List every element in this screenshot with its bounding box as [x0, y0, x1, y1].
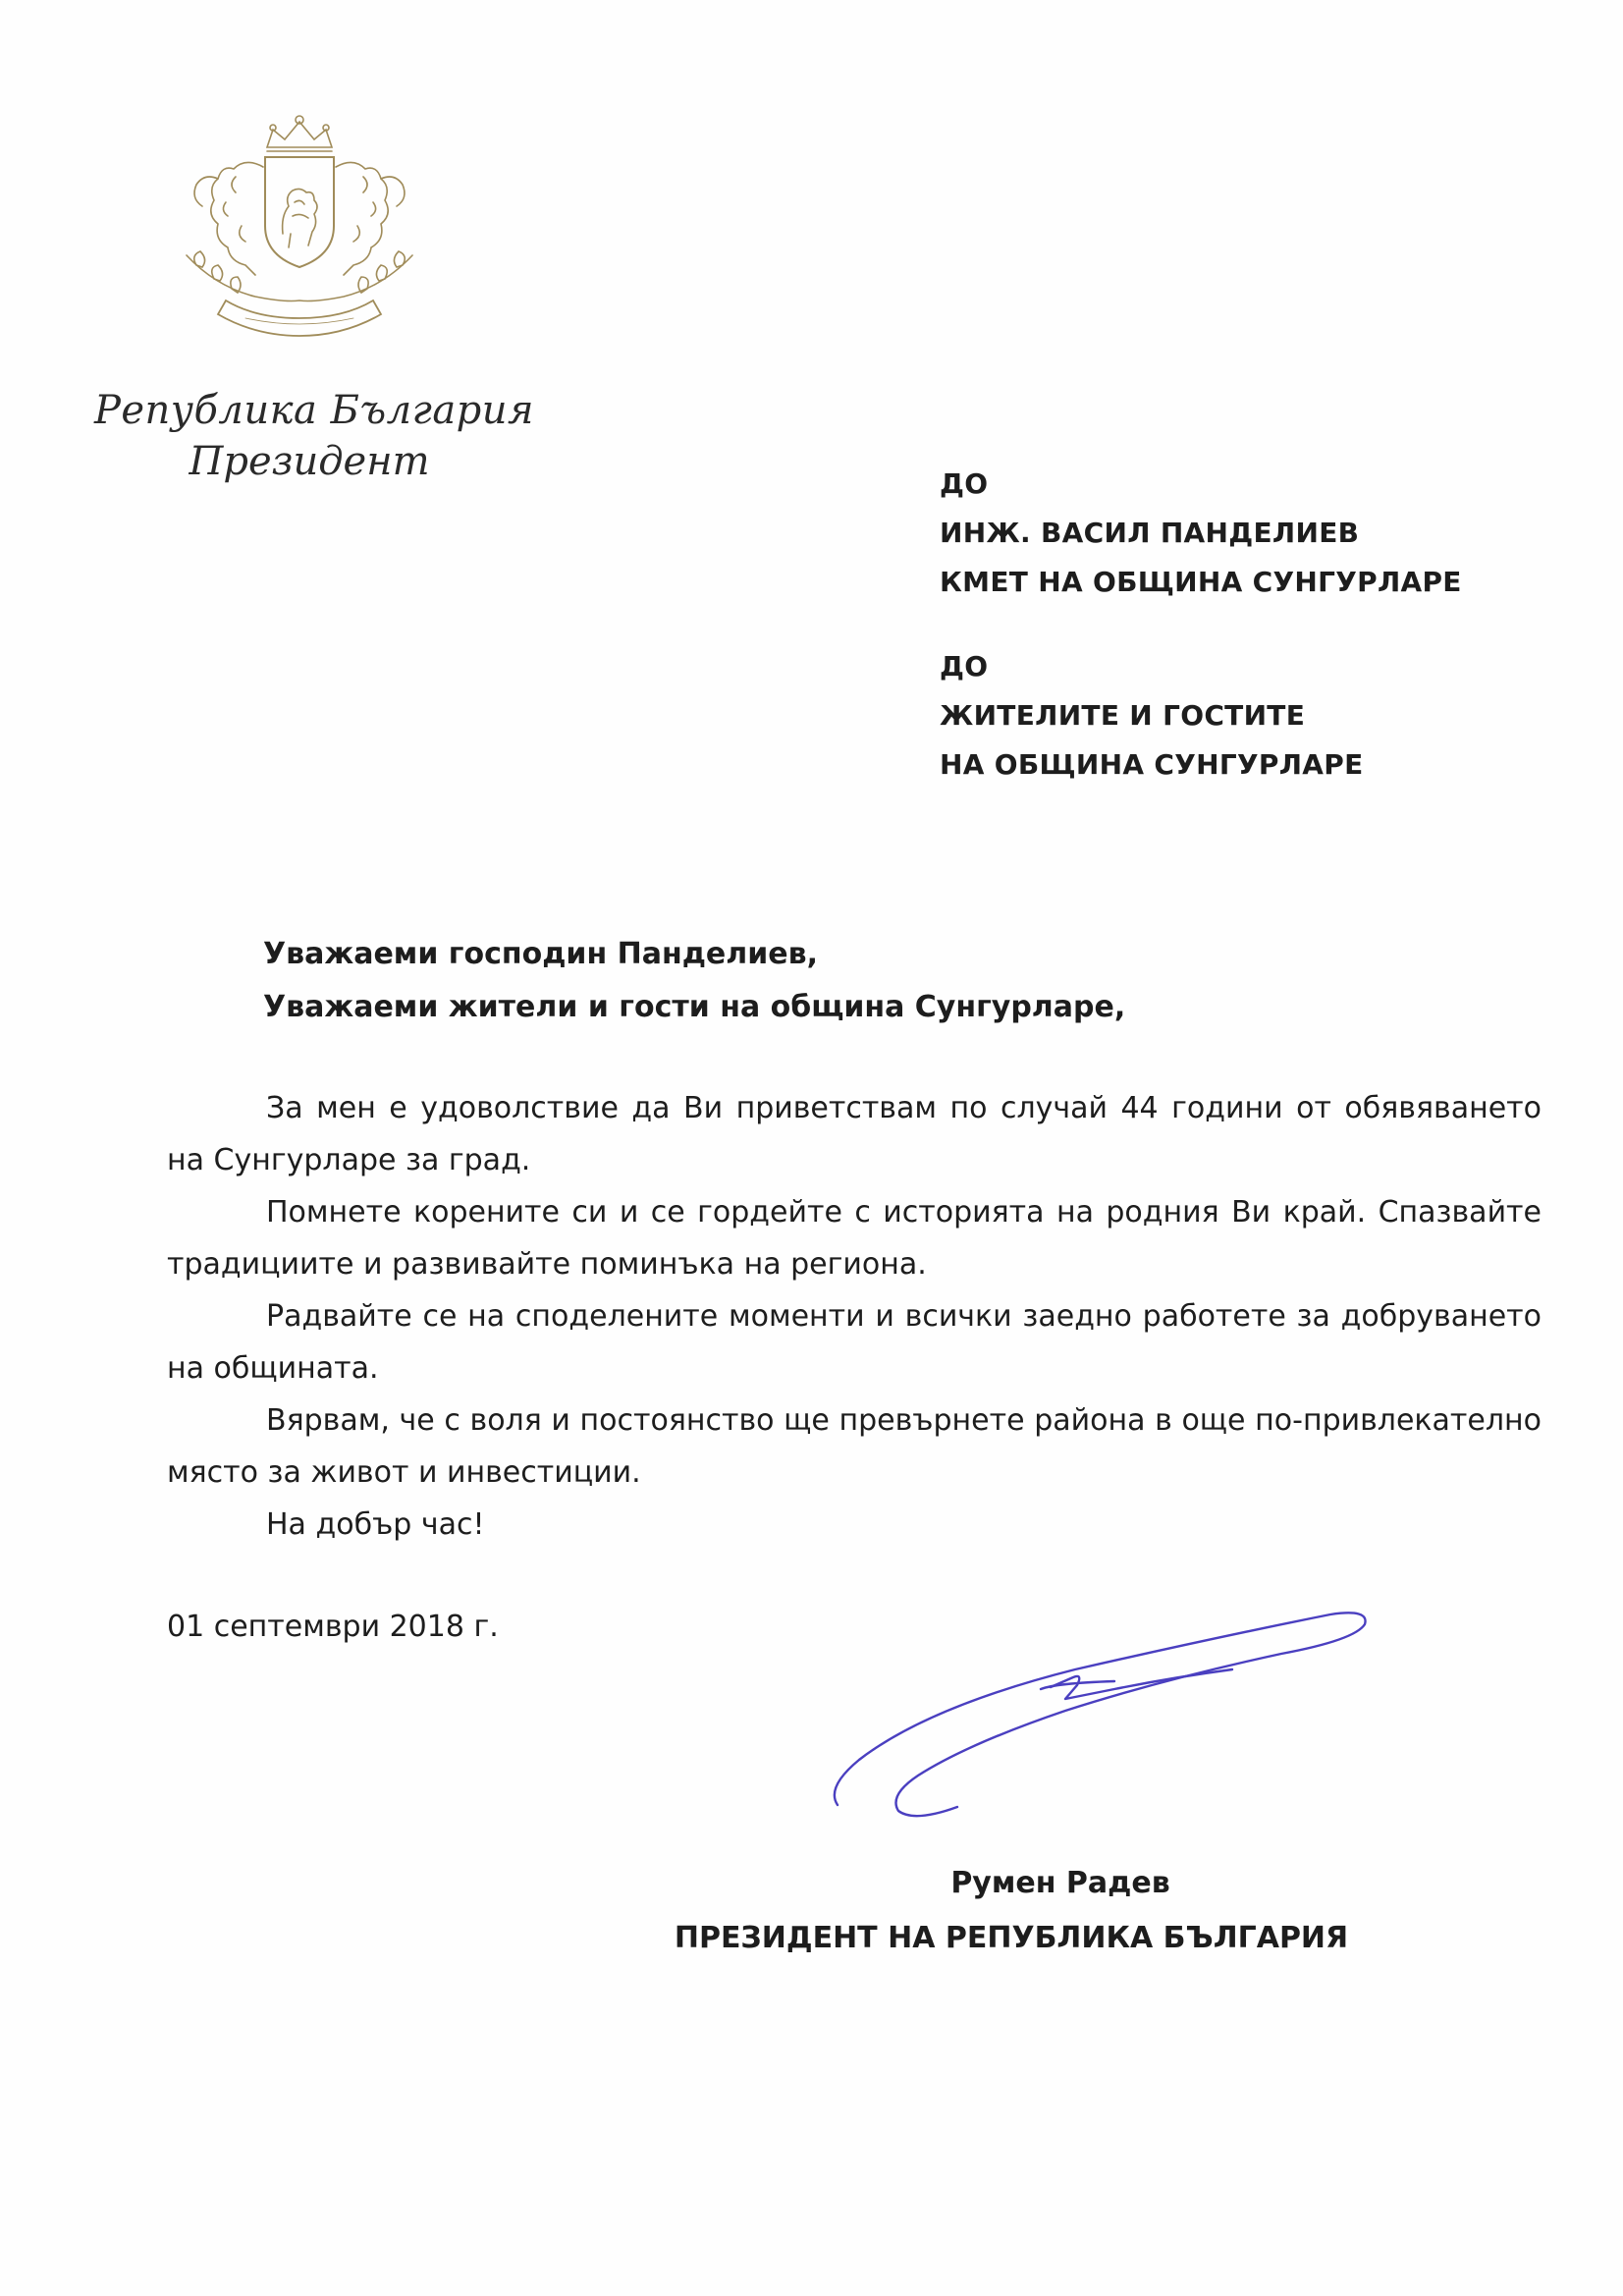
body-paragraph: На добър час!: [266, 1507, 485, 1542]
addressee-line: НА ОБЩИНА СУНГУРЛАРЕ: [940, 748, 1364, 781]
body-paragraph: За мен е удоволствие да Ви приветствам по случай 44 години от обявяването на Сунгурларе за град.: [167, 1091, 1542, 1177]
addressee-line: ДО: [940, 467, 989, 500]
addressee-line: КМЕТ НА ОБЩИНА СУНГУРЛАРЕ: [940, 566, 1462, 598]
signatory-title: ПРЕЗИДЕНТ НА РЕПУБЛИКА БЪЛГАРИЯ: [674, 1921, 1349, 1955]
letterhead-country: Република България: [93, 388, 535, 433]
body-paragraph: Вярвам, че с воля и постоянство ще превърнете района в още по-привлекателно място за живот и инвестиции.: [167, 1403, 1542, 1490]
addressee-line: ДО: [940, 650, 989, 683]
salutation-line: Уважаеми жители и гости на община Сунгурларе,: [263, 990, 1126, 1024]
coat-of-arms-emblem: [157, 108, 442, 344]
letterhead: [88, 385, 540, 487]
salutation: [263, 928, 1125, 1034]
handwritten-signature: [820, 1591, 1389, 1836]
addressee-line: ЖИТЕЛИТЕ И ГОСТИТЕ: [940, 699, 1306, 732]
addressee-block-mayor: [940, 460, 1462, 607]
letterhead-institution: Президент: [189, 439, 430, 484]
addressee-block-residents: [940, 642, 1364, 790]
signatory-name: Румен Радев: [950, 1866, 1170, 1900]
body-paragraph: Помнете корените си и се гордейте с историята на родния Ви край. Спазвайте традициите и развивайте поминъка на региона.: [167, 1195, 1542, 1282]
addressee-line: ИНЖ. ВАСИЛ ПАНДЕЛИЕВ: [940, 517, 1360, 549]
signatory-block: [589, 1856, 1434, 1966]
salutation-line: Уважаеми господин Панделиев,: [263, 937, 818, 971]
letter-body: [167, 1082, 1542, 1551]
body-paragraph: Радвайте се на споделените моменти и всички заедно работете за добруването на общината.: [167, 1299, 1542, 1386]
letter-date: 01 септември 2018 г.: [167, 1610, 499, 1644]
